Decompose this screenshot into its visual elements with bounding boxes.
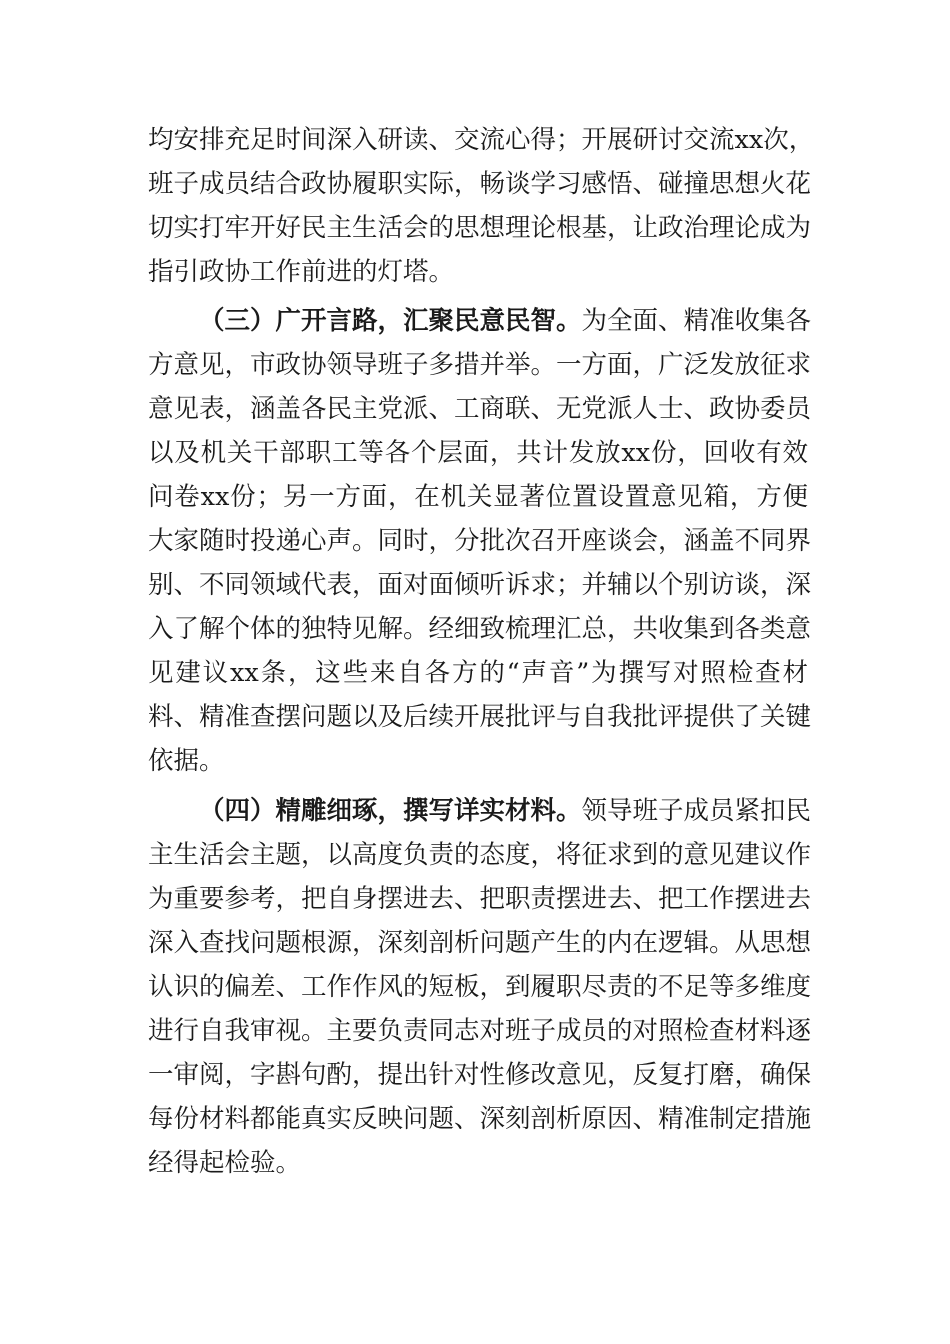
paragraph-line: 一审阅，字斟句酌，提出针对性修改意见，反复打磨，确保: [148, 1060, 812, 1090]
paragraph-line: 为重要参考，把自身摆进去、把职责摆进去、把工作摆进去: [148, 884, 812, 914]
paragraph-line: 主生活会主题，以高度负责的态度，将征求到的意见建议作: [148, 840, 812, 870]
paragraph-line: 以及机关干部职工等各个层面，共计发放xx份，回收有效: [148, 438, 808, 468]
paragraph-line: 指引政协工作前进的灯塔。: [148, 257, 455, 287]
paragraph-line: 每份材料都能真实反映问题、深刻剖析原因、精准制定措施: [148, 1104, 812, 1134]
paragraph-line: 料、精准查摆问题以及后续开展批评与自我批评提供了关键: [148, 702, 812, 732]
paragraph-line: 深入查找问题根源，深刻剖析问题产生的内在逻辑。从思想: [148, 928, 812, 958]
paragraph-line: 均安排充足时间深入研读、交流心得；开展研讨交流xx次，: [148, 125, 815, 155]
section-4-heading: （四）精雕细琢，撰写详实材料。: [199, 796, 582, 826]
paragraph-line: 别、不同领域代表，面对面倾听诉求；并辅以个别访谈，深: [148, 570, 812, 600]
section-3-heading: （三）广开言路，汇聚民意民智。: [199, 306, 582, 336]
section-3-first-line-text: 为全面、精准收集各: [581, 306, 812, 336]
paragraph-line: 经得起检验。: [148, 1148, 302, 1178]
section-4-first-line: [199, 795, 812, 828]
paragraph-line: 大家随时投递心声。同时，分批次召开座谈会，涵盖不同界: [148, 526, 812, 556]
paragraph-line: 依据。: [148, 746, 225, 776]
paragraph-line: 进行自我审视。主要负责同志对班子成员的对照检查材料逐: [148, 1016, 812, 1046]
paragraph-line: 意见表，涵盖各民主党派、工商联、无党派人士、政协委员: [148, 394, 812, 424]
paragraph-line: 认识的偏差、工作作风的短板，到履职尽责的不足等多维度: [148, 972, 812, 1002]
paragraph-line: 入了解个体的独特见解。经细致梳理汇总，共收集到各类意: [148, 614, 812, 644]
paragraph-line: 方意见，市政协领导班子多措并举。一方面，广泛发放征求: [148, 350, 812, 380]
section-4-first-line-text: 领导班子成员紧扣民: [581, 796, 812, 826]
paragraph-line: 问卷xx份；另一方面，在机关显著位置设置意见箱，方便: [148, 482, 808, 512]
paragraph-line: 见建议xx条，这些来自各方的“声音”为撰写对照检查材: [148, 658, 808, 688]
paragraph-line: 切实打牢开好民主生活会的思想理论根基，让政治理论成为: [148, 213, 812, 243]
paragraph-line: 班子成员结合政协履职实际，畅谈学习感悟、碰撞思想火花: [148, 169, 812, 199]
section-3-first-line: [199, 305, 812, 338]
